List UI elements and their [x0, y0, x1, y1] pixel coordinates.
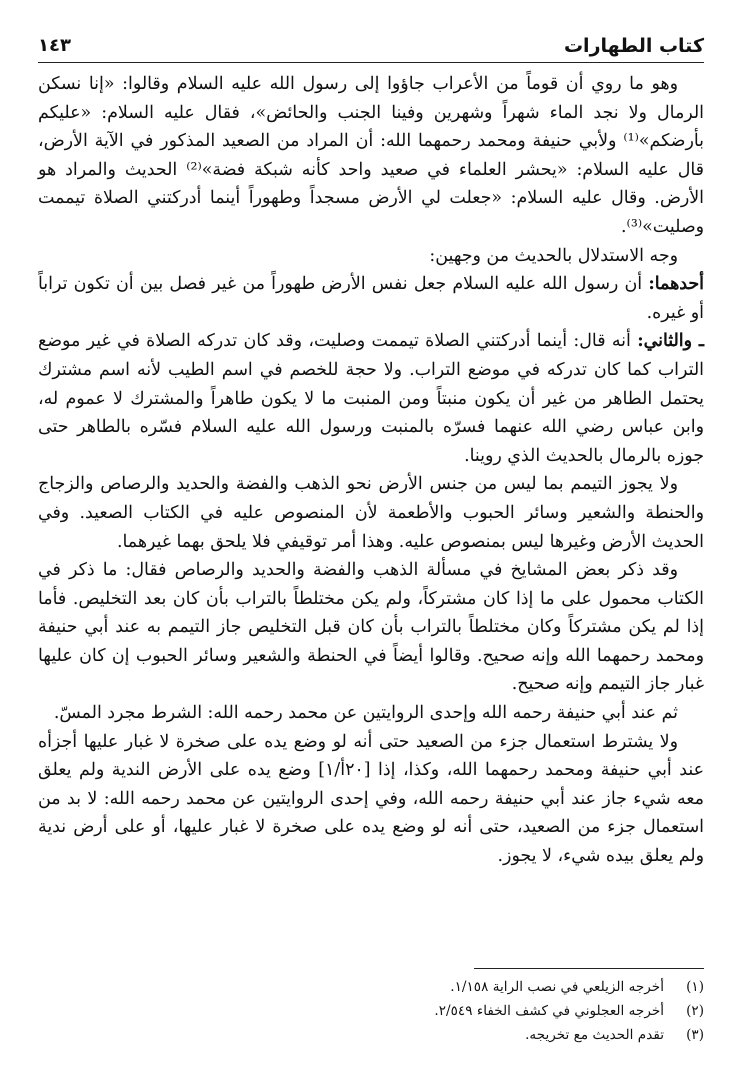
paragraph — [38, 699, 704, 728]
paragraph-text: ولا يشترط استعمال جزء من الصعيد حتى أنه لو وضع يده على صخرة لا غبار عليها أجزأه عند أبي حنيفة ومحمد رحمهما الله، وكذا، إذا [٢٠أ/١] وضع يده على الأرض الندية ولم يعلق معه شيء جاز عند أبي حنيفة رحمه الله، وفي إحدى الروايتين عن محمد رحمه الله: لا بد من استعمال جزء من الصعيد، حتى أنه لو وضع يده على صخرة لا غبار عليها، أو على أرض ندية ولم يعلق بيده شيء، لا يجوز. — [38, 731, 704, 867]
footnote — [38, 1023, 704, 1047]
paragraph-text: وجه الاستدلال بالحديث من وجهين: — [429, 245, 678, 266]
footnote — [38, 999, 704, 1023]
paragraph — [38, 270, 704, 327]
paragraph — [38, 728, 704, 871]
page-number: ١٤٣ — [38, 35, 71, 56]
paragraph — [38, 327, 704, 470]
paragraph — [38, 70, 704, 242]
paragraph-text: ثم عند أبي حنيفة رحمه الله وإحدى الروايتين عن محمد رحمه الله: الشرط مجرد المسّ. — [53, 703, 678, 724]
paragraph-text: ولا يجوز التيمم بما ليس من جنس الأرض نحو الذهب والفضة والحديد والرصاص والزجاج والحنطة والشعير وسائر الحبوب والأطعمة لأن المنصوص عليه في الكتاب الصعيد. وفي الحديث الأرض وغيرها ليس بمنصوص عليه. وهذا أمر توقيفي فلا يلحق بهما غيرهما. — [38, 474, 704, 552]
footnote-number: (٢) — [686, 1003, 704, 1019]
main-text — [38, 70, 704, 871]
paragraph-text: أنه قال: أينما أدركتني الصلاة تيممت وصليت، وقد كان تدركه الصلاة في غير موضع التراب كما كان تدركه في موضع التراب. ولا حجة للخصم في اسم الطيب لأنه اسم مشترك يحتمل الطاهر من غير أن يكون منبتاً ومن المنبت ما لا يكون طاهراً والمشترك لا عموم له، وابن عباس رضي الله عنهما فسرّه بالمنبت ورسول الله عليه السلام فسّره بالطاهر حتى جوزه بالرمال بالحديث الذي روينا. — [38, 331, 704, 466]
footnote-number: (١) — [686, 979, 704, 995]
footnote-text: تقدم الحديث مع تخريجه. — [525, 1027, 664, 1043]
footnote — [38, 975, 704, 999]
paragraph-lead: ـ والثاني: — [637, 331, 704, 352]
footnote-number: (٣) — [686, 1027, 704, 1043]
paragraph-text: وقد ذكر بعض المشايخ في مسألة الذهب والفضة والحديد والرصاص فقال: ما ذكر في الكتاب محمول على ما إذا كان مشتركاً، ولم يكن مختلطاً بالتراب بأن كان بعد التخليص. فأما إذا لم يكن مشتركاً وكان مختلطاً بالتراب بأن كان قبل التخليص جاز التيمم به عند أبي حنيفة ومحمد رحمهما الله وإنه صحيح. وقالوا أيضاً في الحنطة والشعير وسائر الحبوب إن كان عليها غبار جاز التيمم وإنه صحيح. — [38, 560, 704, 695]
footnotes — [38, 968, 704, 1047]
paragraph-text: وهو ما روي أن قوماً من الأعراب جاؤوا إلى رسول الله عليه السلام وقالوا: «إنا نسكن الرمال ولا نجد الماء شهراً وشهرين وفينا الجنب والحائض»، فقال عليه السلام: «عليكم بأرضكم»⁽¹⁾ ولأبي حنيفة ومحمد رحمهما الله: أن المراد من الصعيد المذكور في الآية الأرض، قال عليه السلام: «يحشر العلماء في صعيد واحد كأنه شبكة فضة»⁽²⁾ الحديث والمراد هو الأرض. وقال عليه السلام: «جعلت لي الأرض مسجداً وطهوراً أينما أدركتني الصلاة تيممت وصليت»⁽³⁾. — [38, 74, 704, 237]
paragraph-lead: أحدهما: — [648, 274, 704, 295]
paragraph — [38, 242, 704, 271]
footnote-text: أخرجه العجلوني في كشف الخفاء ٢/٥٤٩. — [434, 1003, 664, 1019]
paragraph-text: أن رسول الله عليه السلام جعل نفس الأرض طهوراً من غير فصل بين أن تكون تراباً أو غيره. — [38, 274, 704, 323]
book-title: كتاب الطهارات — [563, 35, 704, 57]
footnote-text: أخرجه الزيلعي في نصب الراية ١/١٥٨. — [450, 979, 664, 995]
running-header — [38, 34, 704, 63]
paragraph — [38, 470, 704, 556]
footnote-separator — [474, 968, 704, 969]
paragraph — [38, 556, 704, 699]
